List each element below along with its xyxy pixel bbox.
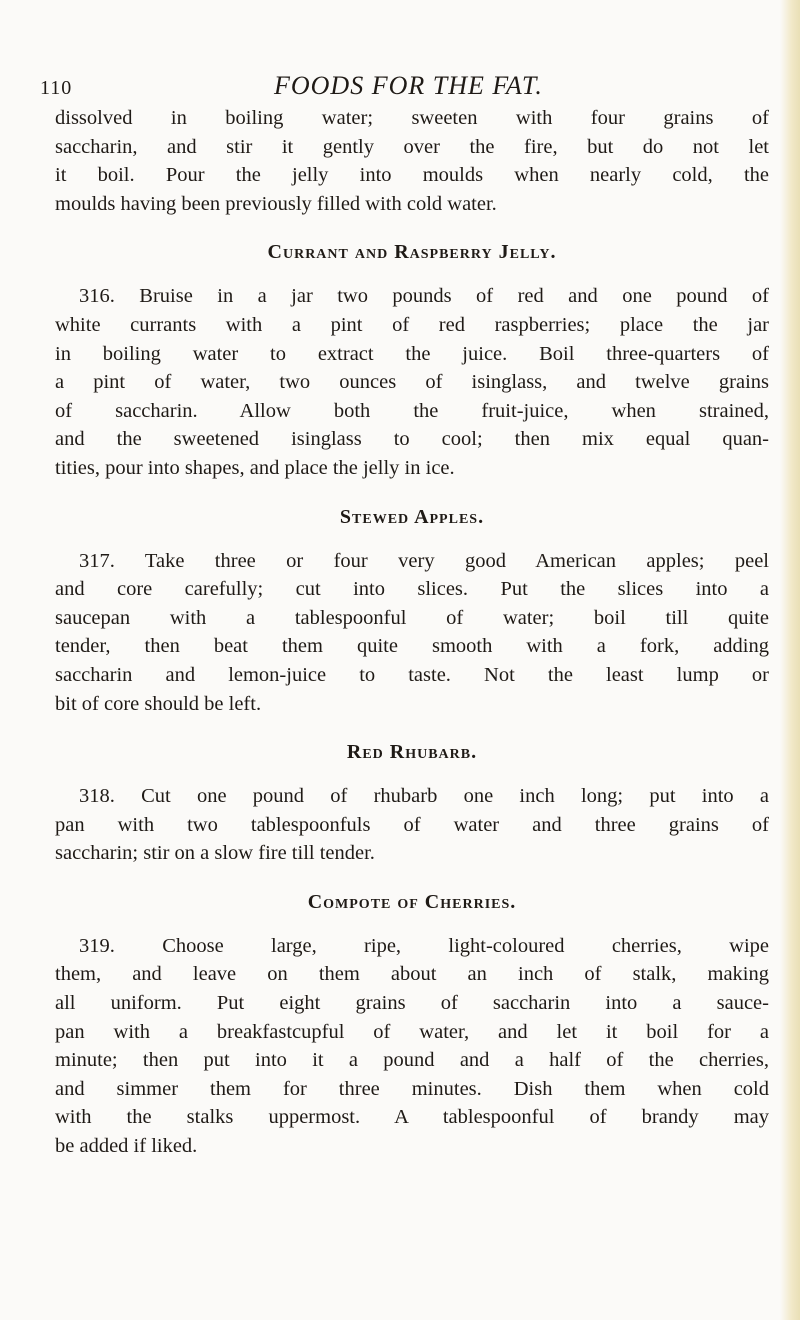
text-line: of saccharin. Allow both the fruit-juice, when strained, — [55, 399, 769, 422]
recipe-heading: Red Rhubarb. — [346, 741, 478, 764]
text-line: saccharin; stir on a slow fire till tender. — [55, 842, 375, 865]
text-line: moulds having been previously filled with cold water. — [55, 192, 497, 215]
text-line: saucepan with a tablespoonful of water; boil till quite — [55, 606, 769, 629]
recipe-paragraph — [55, 932, 769, 1161]
text-line: bit of core should be left. — [55, 692, 262, 715]
text-line: and the sweetened isinglass to cool; then mix equal quan- — [55, 428, 769, 451]
text-line: dissolved in boiling water; sweeten with four grains of — [55, 107, 769, 129]
text-line: minute; then put into it a pound and a half of the cherries, — [55, 1049, 769, 1072]
running-title: FOODS FOR THE FAT. — [274, 71, 543, 100]
text-line: and simmer them for three minutes. Dish them when cold — [55, 1077, 769, 1100]
text-line: it boil. Pour the jelly into moulds when nearly cold, the — [55, 164, 769, 187]
text-line: and core carefully; cut into slices. Put the slices into a — [55, 578, 769, 601]
text-line: 317. Take three or four very good American apples; peel — [79, 549, 769, 572]
intro-paragraph — [55, 104, 769, 218]
text-line: a pint of water, two ounces of isinglass, and twelve grains — [55, 371, 769, 394]
text-line: white currants with a pint of red raspberries; place the jar — [55, 313, 769, 336]
page-number: 110 — [40, 77, 73, 99]
text-line: all uniform. Put eight grains of saccharin into a sauce- — [55, 992, 769, 1015]
text-line: 316. Bruise in a jar two pounds of red and one pound of — [79, 285, 769, 308]
text-line: tities, pour into shapes, and place the jelly in ice. — [55, 456, 455, 479]
text-line: with the stalks uppermost. A tablespoonful of brandy may — [55, 1106, 769, 1129]
recipe-paragraph — [55, 282, 769, 482]
page-edge-shading — [780, 0, 800, 1320]
text-line: be added if liked. — [55, 1135, 198, 1158]
page-body — [55, 104, 769, 1161]
text-line: saccharin and lemon-juice to taste. Not the least lump or — [55, 663, 769, 686]
text-line: them, and leave on them about an inch of stalk, making — [55, 963, 769, 986]
recipe-heading: Stewed Apples. — [339, 505, 485, 528]
text-line: 318. Cut one pound of rhubarb one inch long; put into a — [79, 785, 769, 808]
text-line: pan with two tablespoonfuls of water and three grains of — [55, 813, 769, 836]
recipe-paragraph — [55, 782, 769, 868]
text-line: tender, then beat them quite smooth with a fork, adding — [55, 635, 769, 658]
text-line: saccharin, and stir it gently over the fire, but do not let — [55, 135, 769, 158]
text-line: 319. Choose large, ripe, light-coloured cherries, wipe — [79, 934, 769, 957]
text-line: in boiling water to extract the juice. Boil three-quarters of — [55, 342, 769, 365]
recipe-heading: Currant and Raspberry Jelly. — [267, 241, 557, 264]
text-line: pan with a breakfastcupful of water, and let it boil for a — [55, 1020, 769, 1043]
recipe-paragraph — [55, 547, 769, 719]
page-header — [40, 63, 760, 103]
recipe-heading: Compote of Cherries. — [307, 890, 517, 913]
